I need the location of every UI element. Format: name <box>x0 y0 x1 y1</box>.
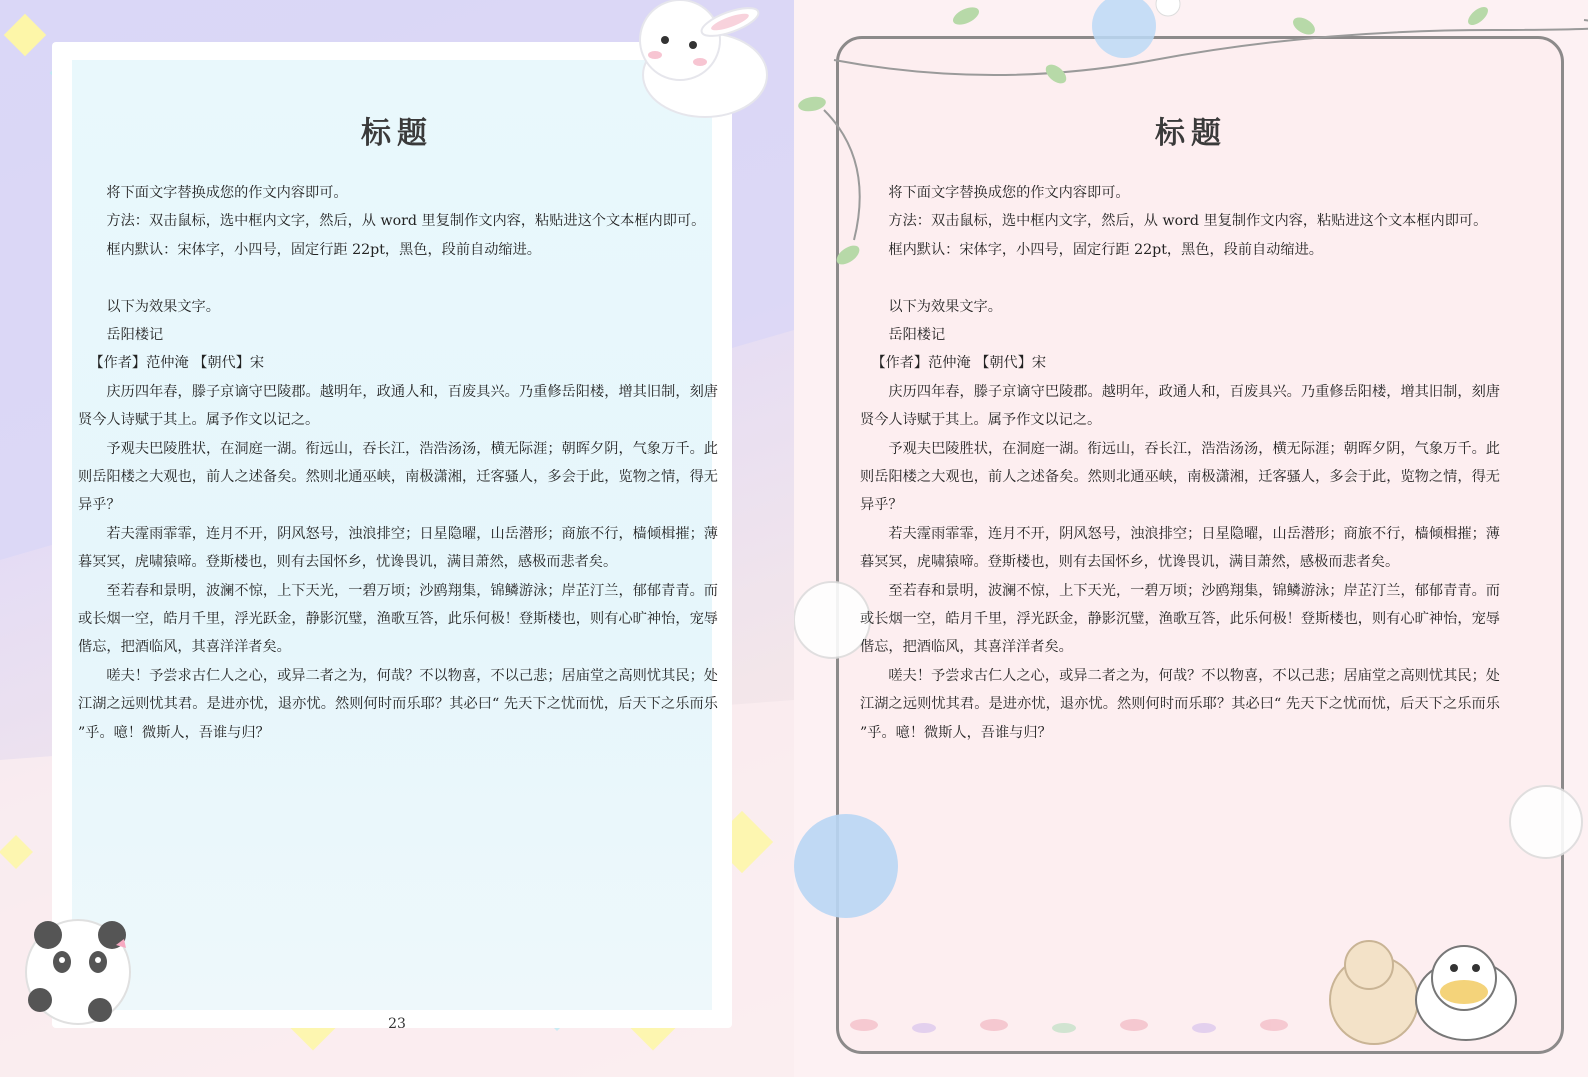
page-number: 23 <box>388 1016 406 1032</box>
essay-text-box[interactable] <box>78 179 718 747</box>
essay-paragraph: 至若春和景明，波澜不惊，上下天光，一碧万顷；沙鸥翔集，锦鳞游泳；岸芷汀兰，郁郁青青。而或长烟一空，皓月千里，浮光跃金，静影沉璧，渔歌互答，此乐何极！登斯楼也，则有心旷神怡，宠辱偕忘，把酒临风，其喜洋洋者矣。 <box>78 582 718 656</box>
paragraph-sample-intro: 以下为效果文字。 <box>106 298 220 315</box>
essay-paragraph: 庆历四年春，滕子京谪守巴陵郡。越明年，政通人和，百废具兴。乃重修岳阳楼，增其旧制，刻唐贤今人诗赋于其上。属予作文以记之。 <box>860 383 1500 429</box>
essay-paragraph: 予观夫巴陵胜状，在洞庭一湖。衔远山，吞长江，浩浩汤汤，横无际涯；朝晖夕阴，气象万千。此则岳阳楼之大观也，前人之述备矣。然则北通巫峡，南极潇湘，迁客骚人，多会于此，览物之情，得无异乎？ <box>860 440 1500 514</box>
page-title: 标题 <box>361 116 433 151</box>
paragraph-sample-intro: 以下为效果文字。 <box>888 298 1002 315</box>
dog-sticker-icon <box>1330 941 1516 1044</box>
essay-title: 岳阳楼记 <box>888 327 946 344</box>
page-title: 标题 <box>1155 116 1227 151</box>
right-page <box>794 0 1588 1077</box>
paragraph-default-format: 框内默认：宋体字，小四号，固定行距 22pt，黑色，段前自动缩进。 <box>888 241 1323 258</box>
essay-paragraph: 庆历四年春，滕子京谪守巴陵郡。越明年，政通人和，百废具兴。乃重修岳阳楼，增其旧制，刻唐贤今人诗赋于其上。属予作文以记之。 <box>78 383 718 429</box>
mushroom-strip-icon <box>850 1019 1288 1033</box>
paragraph-instruction: 将下面文字替换成您的作文内容即可。 <box>888 185 1130 201</box>
paragraph-instruction: 将下面文字替换成您的作文内容即可。 <box>106 185 348 201</box>
panda-sticker-icon <box>26 920 130 1024</box>
essay-paragraph: 至若春和景明，波澜不惊，上下天光，一碧万顷；沙鸥翔集，锦鳞游泳；岸芷汀兰，郁郁青青。而或长烟一空，皓月千里，浮光跃金，静影沉璧，渔歌互答，此乐何极！登斯楼也，则有心旷神怡，宠辱偕忘，把酒临风，其喜洋洋者矣。 <box>860 582 1500 656</box>
essay-paragraph: 若夫霪雨霏霏，连月不开，阴风怒号，浊浪排空；日星隐曜，山岳潜形；商旅不行，樯倾楫摧；薄暮冥冥，虎啸猿啼。登斯楼也，则有去国怀乡，忧谗畏讥，满目萧然，感极而悲者矣。 <box>78 525 718 571</box>
paragraph-default-format: 框内默认：宋体字，小四号，固定行距 22pt，黑色，段前自动缩进。 <box>106 241 541 258</box>
essay-paragraph: 嗟夫！予尝求古仁人之心，或异二者之为，何哉？不以物喜，不以己悲；居庙堂之高则忧其民；处江湖之远则忧其君。是进亦忧，退亦忧。然则何时而乐耶？其必曰“ 先天下之忧而忧，后天下之乐而乐 ”乎。噫！微斯人，吾谁与归？ <box>860 667 1500 741</box>
essay-title: 岳阳楼记 <box>106 327 164 344</box>
paragraph-blank <box>860 264 1500 292</box>
paragraph-method: 方法：双击鼠标，选中框内文字，然后，从 word 里复制作文内容，粘贴进这个文本框内即可。 <box>888 213 1488 230</box>
essay-text-box[interactable] <box>860 179 1500 747</box>
essay-author: 【作者】范仲淹 【朝代】宋 <box>89 355 265 372</box>
paragraph-blank <box>78 264 718 292</box>
bunny-sticker-icon <box>640 0 767 117</box>
essay-paragraph: 嗟夫！予尝求古仁人之心，或异二者之为，何哉？不以物喜，不以己悲；居庙堂之高则忧其民；处江湖之远则忧其君。是进亦忧，退亦忧。然则何时而乐耶？其必曰“ 先天下之忧而忧，后天下之乐而乐 ”乎。噫！微斯人，吾谁与归？ <box>78 667 718 741</box>
essay-author: 【作者】范仲淹 【朝代】宋 <box>871 355 1047 372</box>
paragraph-method: 方法：双击鼠标，选中框内文字，然后，从 word 里复制作文内容，粘贴进这个文本框内即可。 <box>106 213 706 230</box>
essay-paragraph: 若夫霪雨霏霏，连月不开，阴风怒号，浊浪排空；日星隐曜，山岳潜形；商旅不行，樯倾楫摧；薄暮冥冥，虎啸猿啼。登斯楼也，则有去国怀乡，忧谗畏讥，满目萧然，感极而悲者矣。 <box>860 525 1500 571</box>
essay-paragraph: 予观夫巴陵胜状，在洞庭一湖。衔远山，吞长江，浩浩汤汤，横无际涯；朝晖夕阴，气象万千。此则岳阳楼之大观也，前人之述备矣。然则北通巫峡，南极潇湘，迁客骚人，多会于此，览物之情，得无异乎？ <box>78 440 718 514</box>
